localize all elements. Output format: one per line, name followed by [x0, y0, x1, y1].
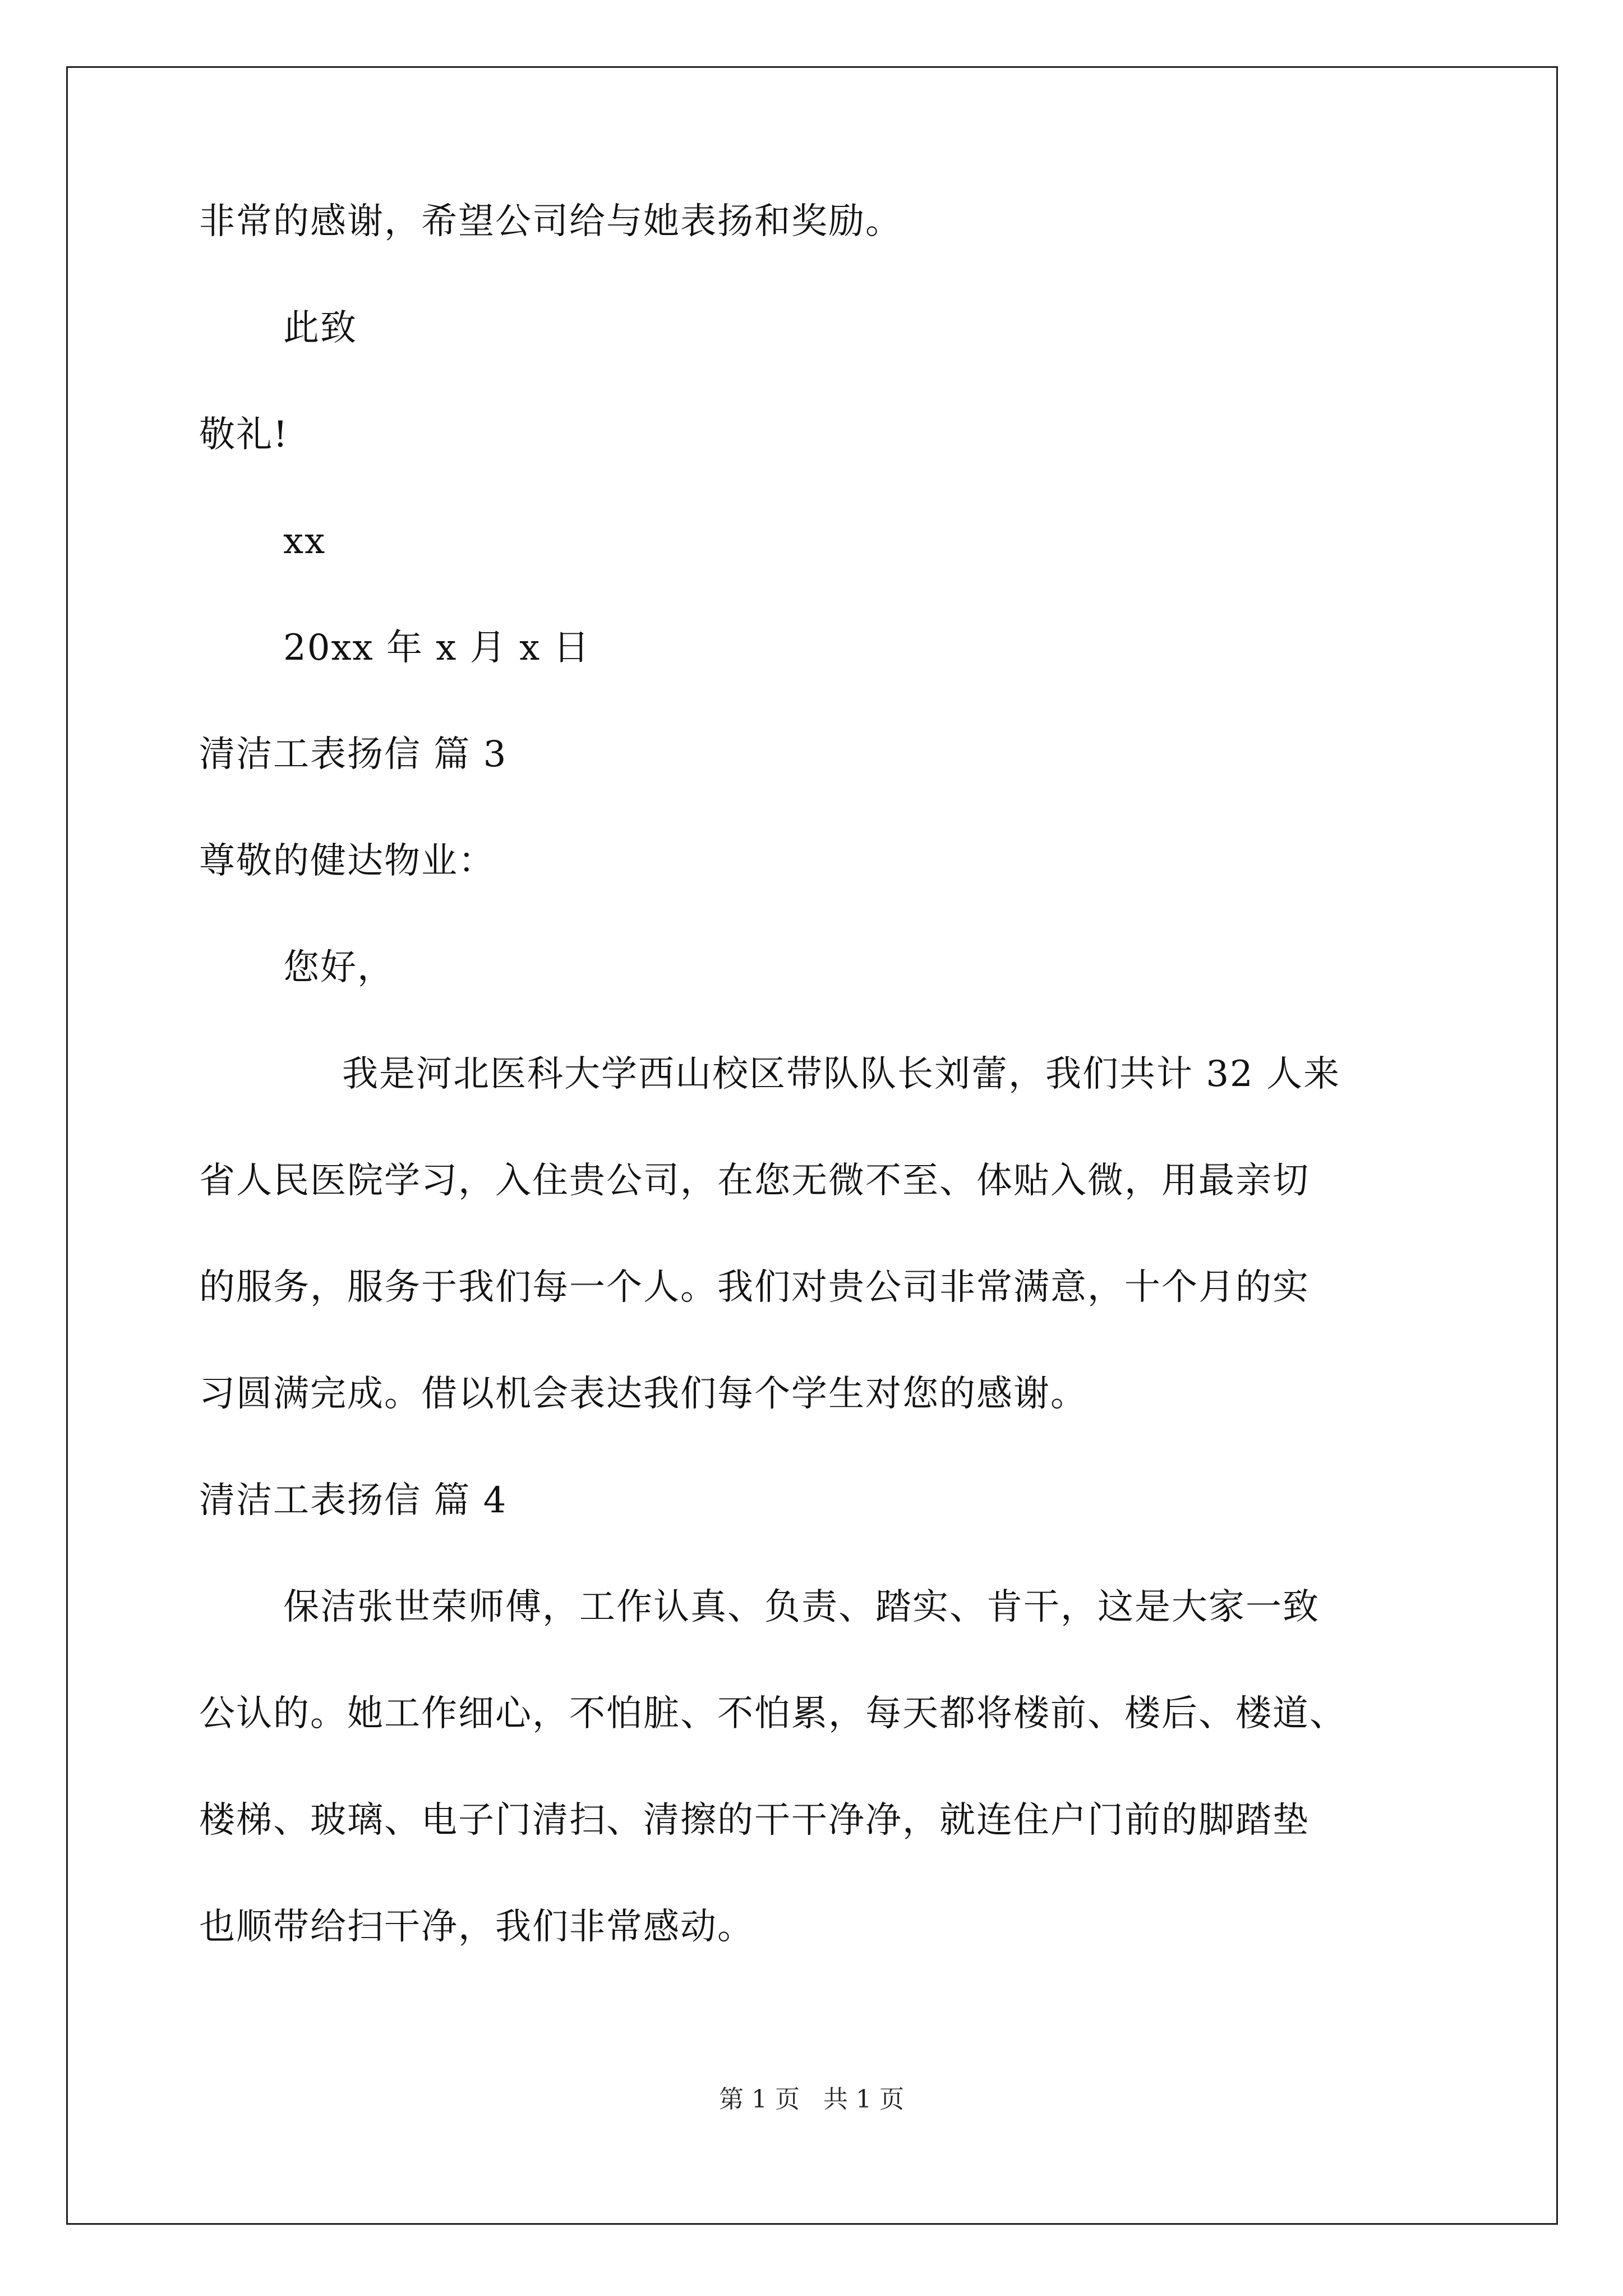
page-border [66, 66, 1558, 2225]
paragraph-4-line-4: 也顺带给扫干净，我们非常感动。 [199, 1906, 754, 1948]
paragraph-3-line-3: 的服务，服务于我们每一个人。我们对贵公司非常满意，十个月的实 [199, 1267, 1310, 1308]
page-number-current: 第 1 页 [719, 2085, 800, 2114]
paragraph-4-line-1: 保洁张世荣师傅，工作认真、负责、踏实、肯干，这是大家一致 [283, 1586, 1320, 1628]
salutation-closing: 此致 [283, 307, 357, 349]
greeting-recipient: 尊敬的健达物业： [199, 840, 495, 882]
paragraph-3-line-2: 省人民医院学习，入住贵公司，在您无微不至、体贴入微，用最亲切 [199, 1160, 1310, 1202]
signature-name: xx [283, 521, 326, 562]
regards: 敬礼! [199, 414, 289, 455]
paragraph-3-line-4: 习圆满完成。借以机会表达我们每个学生对您的感谢。 [199, 1373, 1087, 1415]
paragraph-3-line-1: 我是河北医科大学西山校区带队队长刘蕾，我们共计 32 人来 [342, 1053, 1341, 1095]
section-heading-4: 清洁工表扬信 篇 4 [199, 1480, 508, 1521]
signature-date: 20xx 年 x 月 x 日 [283, 627, 591, 669]
page-footer [0, 2083, 1623, 2116]
page-number-total: 共 1 页 [823, 2085, 904, 2114]
greeting-hello: 您好， [283, 947, 394, 988]
paragraph-4-line-3: 楼梯、玻璃、电子门清扫、清擦的干干净净，就连住户门前的脚踏垫 [199, 1800, 1310, 1841]
section-heading-3: 清洁工表扬信 篇 3 [199, 734, 508, 775]
body-line-1: 非常的感谢，希望公司给与她表扬和奖励。 [199, 201, 902, 242]
paragraph-4-line-2: 公认的。她工作细心，不怕脏、不怕累，每天都将楼前、楼后、楼道、 [199, 1693, 1347, 1734]
